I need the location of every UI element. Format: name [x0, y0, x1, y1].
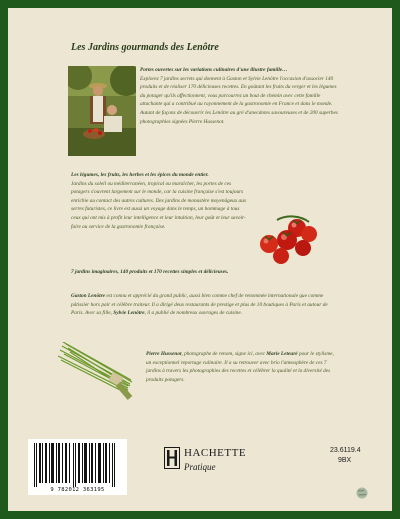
sylvie-name: Sylvie Lenôtre [113, 310, 145, 317]
legumes-body: Jardins du soleil ou méditerranéen, tropical ou maraîcher, les portes de ces potagers s'ouvrent largement sur le monde, car la cuisine française s'est toujours enrichie au contact des autres cultures. Des jardins de monastère moyenâgeux aux serres futuristes, ce livre est aussi un voyage dans le temps, un hommage à tous ceux qui ont mis à profit leur intelligence et leur intuition, leur goût et leur savoir-faire au service de la gastronomie française. [71, 180, 247, 230]
price-code: 9BX [338, 457, 352, 464]
sylvie-body: , il a publié de nombreux ouvrages de cuisine. [144, 310, 243, 317]
intro-lead: Portes ouvertes sur les variations culinaires d'une illustre famille… [140, 67, 288, 73]
book-title: Les Jardins gourmands des Lenôtre [71, 42, 219, 53]
author-section [71, 292, 337, 318]
gaston-body: est connu et apprécié du grand public, aussi bien comme chef de renommée internationale que comme pâtissier hors pair et célèbre traiteur. Il a dirigé deux restaurants de prestige et plus de 10 boutiques à Paris et autour de Paris. Avec sa fille, [71, 293, 328, 317]
marie-body: pour le stylisme, un exceptionnel reportage culinaire. Il a su retrouver avec brio l'atmosphère de ces 7 jardins à travers les photographies des recettes et célébrer la qualité et la diversité des produits potagers. [146, 351, 334, 383]
barcode [28, 439, 127, 495]
summary-section [71, 268, 337, 277]
gardeners-photo [68, 66, 136, 156]
photographer-section [146, 350, 340, 384]
legumes-lead: Les légumes, les fruits, les herbes et les épices du monde entier. [71, 172, 209, 178]
chives-image [58, 342, 138, 400]
tomatoes-image [247, 210, 327, 268]
globe-icon [356, 486, 368, 498]
summary-line: 7 jardins imaginaires, 140 produits et 170 recettes simples et délicieuses. [71, 269, 229, 275]
publisher-name: HACHETTE [184, 447, 247, 459]
gaston-name: Gaston Lenôtre [71, 293, 105, 299]
publisher-imprint: Pratique [184, 462, 216, 472]
pierre-body: , photographe de renom, signe ici, avec [181, 351, 267, 357]
catalog-code: 23.6119.4 [330, 447, 361, 454]
marie-name: Marie Leteuré [266, 351, 298, 357]
intro-section [140, 66, 340, 126]
pierre-name: Pierre Hussenot [146, 351, 182, 357]
intro-body: Explorez 7 jardins secrets qui donnent à Gaston et Sylvie Lenôtre l'occasion d'associer 140 produits et de réaliser 170 délicieuses recettes. En goûtant les fruits du verger et les légumes du potager qu'ils affectionnent, vous parcourrez un bout de chemin avec cette famille attachante qui a contribué au rayonnement de la gastronomie en France et dans le monde. Autant de façons de découvrir les Lenôtre au gré d'anecdotes savoureuses et de 200 superbes photographies signées Pierre Hussenot. [140, 75, 338, 125]
barcode-number: 9 782012 363195 [50, 487, 105, 493]
hachette-logo-icon [164, 447, 180, 469]
